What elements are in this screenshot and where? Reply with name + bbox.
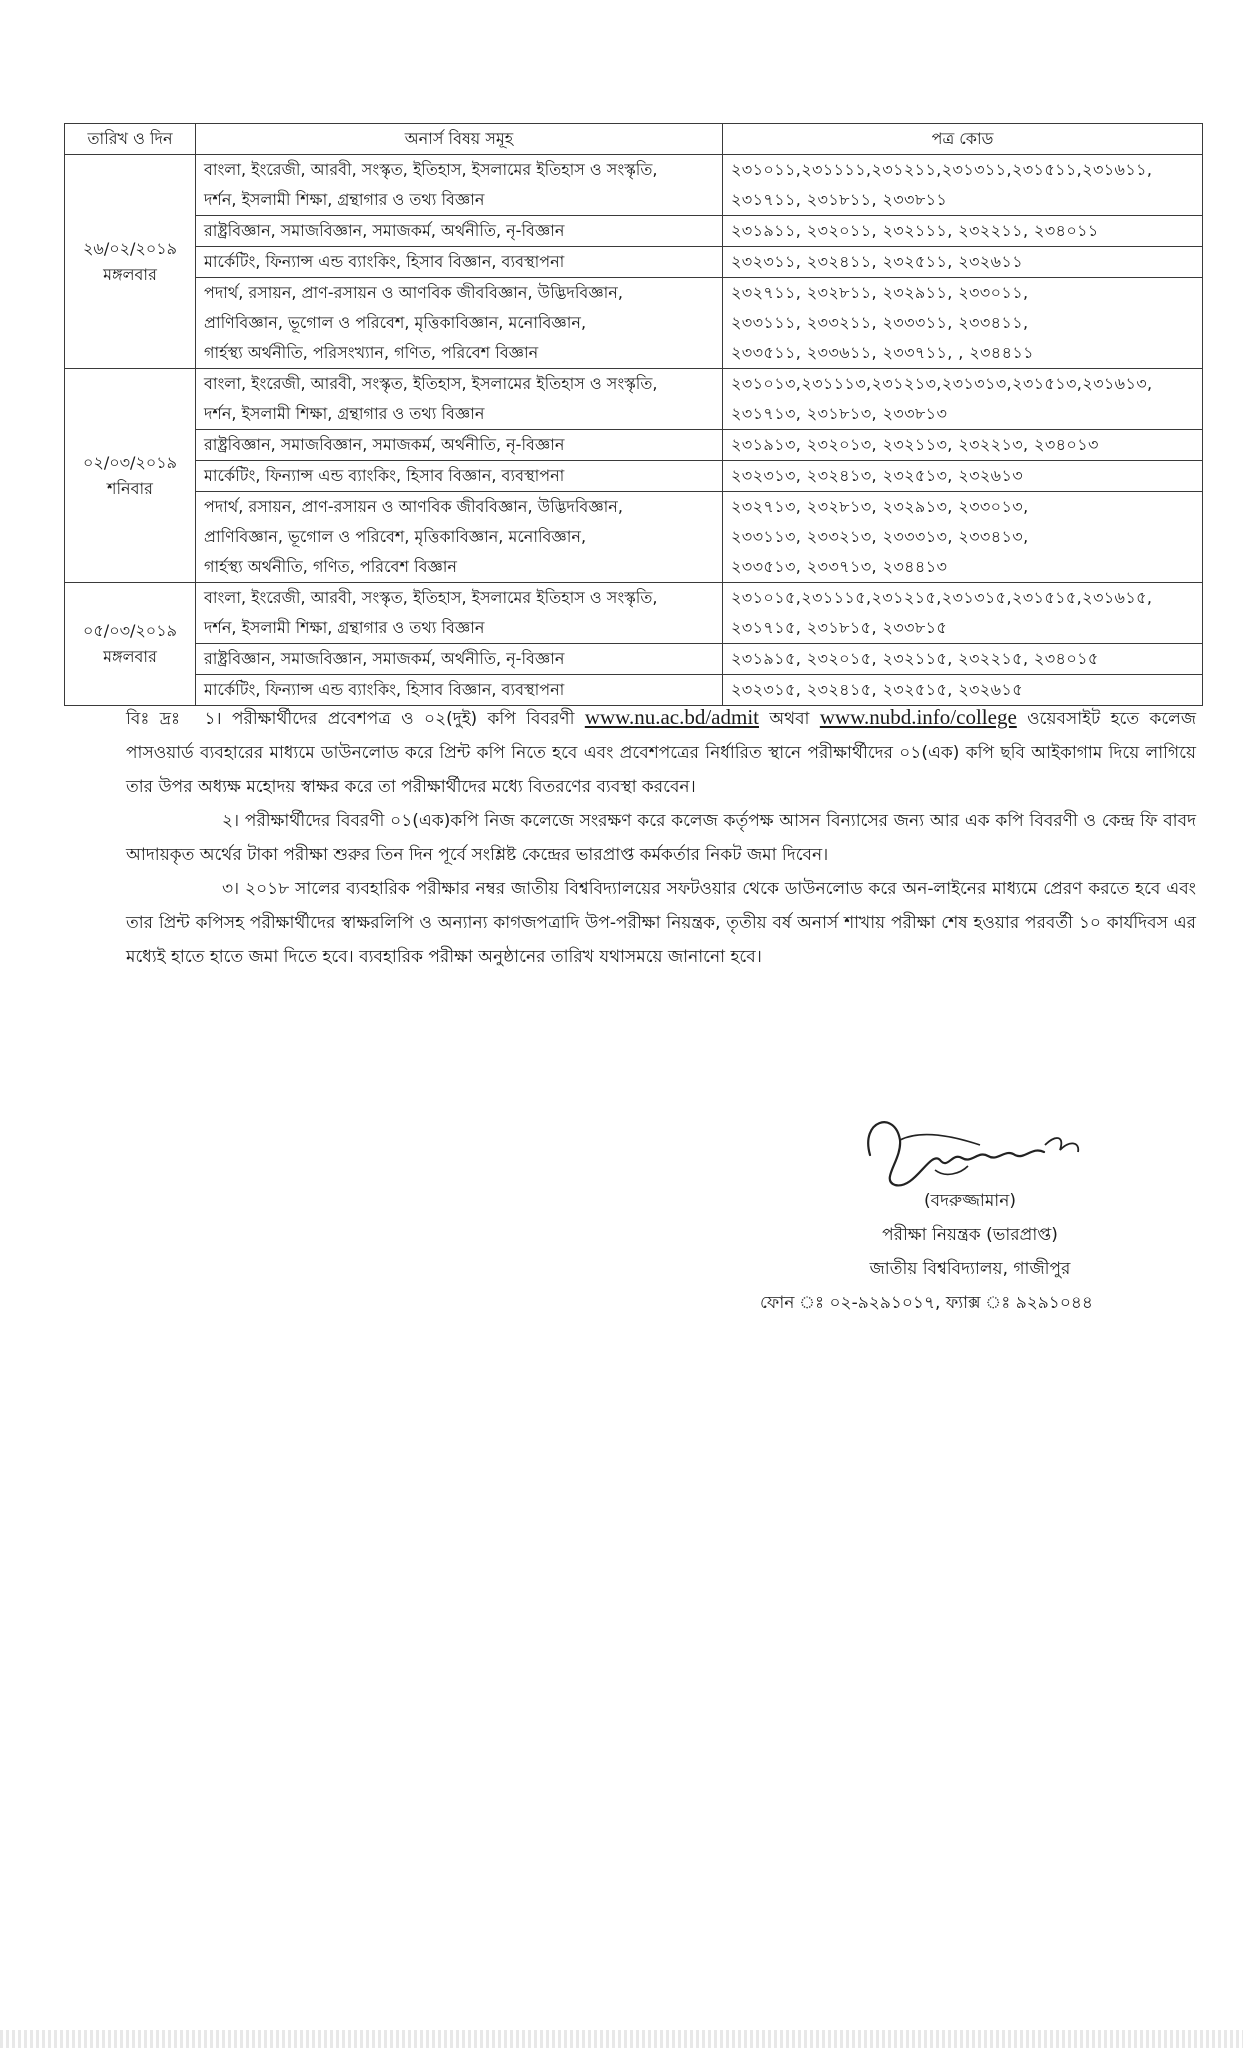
subjects-cell bbox=[196, 492, 723, 583]
date-day-cell bbox=[65, 369, 196, 583]
paper-code-line: ২৩২৩১১, ২৩২৪১১, ২৩২৫১১, ২৩২৬১১ bbox=[731, 252, 1023, 271]
signatory-contact: ফোন ঃ ০২-৯২৯১০১৭, ফ্যাক্স ঃ ৯২৯১০৪৪ bbox=[760, 1293, 1093, 1313]
scan-edge bbox=[0, 2030, 1243, 2048]
table-row bbox=[65, 461, 1203, 492]
exam-day: শনিবার bbox=[107, 478, 153, 498]
header-paper-code: পত্র কোড bbox=[723, 124, 1203, 155]
subject-line: মার্কেটিং, ফিন্যান্স এন্ড ব্যাংকিং, হিসাব বিজ্ঞান, ব্যবস্থাপনা bbox=[204, 680, 565, 699]
date-day-cell bbox=[65, 155, 196, 369]
paper-codes-cell bbox=[723, 644, 1203, 675]
note-2: ২। পরীক্ষার্থীদের বিবরণী ০১(এক)কপি নিজ কলেজে সংরক্ষণ করে কলেজ কর্তৃপক্ষ আসন বিন্যাসের জন্য আর এক কপি বিবরণী ও কেন্দ্র ফি বাবদ আদায়কৃত অর্থের টাকা পরীক্ষা শুরুর তিন দিন পূর্বে সংশ্লিষ্ট কেন্দ্রের ভারপ্রাপ্ত কর্মকর্তার নিকট জমা দিবেন। bbox=[126, 811, 1196, 865]
note-1-text-c: ওয়েবসাইট হতে কলেজ পাসওয়ার্ড ব্যবহারের মাধ্যমে ডাউনলোড করে প্রিন্ট কপি নিতে হবে এবং প্রবেশপত্রের নির্ধারিত স্থানে পরীক্ষার্থীদের ০১(এক) কপি ছবি আইকাগাম দিয়ে লাগিয়ে তার উপর অধ্যক্ষ মহোদয় স্বাক্ষর করে তা পরীক্ষার্থীদের মধ্যে বিতরণের ব্যবস্থা করবেন। bbox=[126, 709, 1197, 797]
paper-code-line: ২৩৩১১১, ২৩৩২১১, ২৩৩৩১১, ২৩৩৪১১, bbox=[731, 313, 1029, 332]
header-subjects: অনার্স বিষয় সমূহ bbox=[196, 124, 723, 155]
subjects-cell bbox=[196, 247, 723, 278]
note-label: বিঃ দ্রঃ bbox=[126, 709, 181, 729]
note-1-number: ১। bbox=[204, 709, 222, 729]
paper-code-line: ২৩১৭১৫, ২৩১৮১৫, ২৩৩৮১৫ bbox=[731, 618, 948, 637]
paper-codes-cell bbox=[723, 369, 1203, 430]
table-row bbox=[65, 278, 1203, 369]
paper-code-line: ২৩২৩১৫, ২৩২৪১৫, ২৩২৫১৫, ২৩২৬১৫ bbox=[731, 680, 1023, 699]
signatory-org: জাতীয় বিশ্ববিদ্যালয়, গাজীপুর bbox=[869, 1259, 1071, 1279]
table-row bbox=[65, 644, 1203, 675]
paper-codes-cell bbox=[723, 430, 1203, 461]
subjects-cell bbox=[196, 461, 723, 492]
table-row bbox=[65, 155, 1203, 216]
subjects-cell bbox=[196, 430, 723, 461]
subject-line: দর্শন, ইসলামী শিক্ষা, গ্রন্থাগার ও তথ্য বিজ্ঞান bbox=[204, 404, 485, 423]
subjects-cell bbox=[196, 155, 723, 216]
subject-line: প্রাণিবিজ্ঞান, ভূগোল ও পরিবেশ, মৃত্তিকাবিজ্ঞান, মনোবিজ্ঞান, bbox=[204, 527, 587, 546]
paper-code-line: ২৩১৯১৩, ২৩২০১৩, ২৩২১১৩, ২৩২২১৩, ২৩৪০১৩ bbox=[731, 435, 1099, 454]
paper-code-line: ২৩১০১৩,২৩১১১৩,২৩১২১৩,২৩১৩১৩,২৩১৫১৩,২৩১৬১৩, bbox=[731, 374, 1153, 393]
subject-line: পদার্থ, রসায়ন, প্রাণ-রসায়ন ও আণবিক জীববিজ্ঞান, উদ্ভিদবিজ্ঞান, bbox=[204, 283, 623, 302]
table-row bbox=[65, 430, 1203, 461]
admit-url-link[interactable]: www.nu.ac.bd/admit bbox=[584, 705, 759, 729]
subject-line: প্রাণিবিজ্ঞান, ভূগোল ও পরিবেশ, মৃত্তিকাবিজ্ঞান, মনোবিজ্ঞান, bbox=[204, 313, 587, 332]
paper-code-line: ২৩১৭১৩, ২৩১৮১৩, ২৩৩৮১৩ bbox=[731, 404, 948, 423]
subject-line: গার্হস্থ্য অর্থনীতি, গণিত, পরিবেশ বিজ্ঞান bbox=[204, 557, 457, 576]
paper-code-line: ২৩২৭১১, ২৩২৮১১, ২৩২৯১১, ২৩৩০১১, bbox=[731, 283, 1029, 302]
paper-codes-cell bbox=[723, 155, 1203, 216]
note-3: ৩। ২০১৮ সালের ব্যবহারিক পরীক্ষার নম্বর জাতীয় বিশ্ববিদ্যালয়ের সফটওয়ার থেকে ডাউনলোড করে অন-লাইনের মাধ্যমে প্রেরণ করতে হবে এবং তার প্রিন্ট কপিসহ পরীক্ষার্থীদের স্বাক্ষরলিপি ও অন্যান্য কাগজপত্রাদি উপ-পরীক্ষা নিয়ন্ত্রক, তৃতীয় বর্ষ অনার্স শাখায় পরীক্ষা শেষ হওয়ার পরবর্তী ১০ কার্যদিবস এর মধ্যেই হাতে হাতে জমা দিতে হবে। ব্যবহারিক পরীক্ষা অনুষ্ঠানের তারিখ যথাসময়ে জানানো হবে। bbox=[126, 879, 1196, 967]
notes-section bbox=[126, 700, 1196, 974]
table-row bbox=[65, 247, 1203, 278]
paper-code-line: ২৩৩১১৩, ২৩৩২১৩, ২৩৩৩১৩, ২৩৩৪১৩, bbox=[731, 527, 1029, 546]
table-row bbox=[65, 369, 1203, 430]
date-day-cell bbox=[65, 583, 196, 706]
exam-schedule-table bbox=[64, 123, 1203, 706]
subject-line: মার্কেটিং, ফিন্যান্স এন্ড ব্যাংকিং, হিসাব বিজ্ঞান, ব্যবস্থাপনা bbox=[204, 466, 565, 485]
note-1-text-b: অথবা bbox=[769, 709, 810, 729]
paper-codes-cell bbox=[723, 583, 1203, 644]
paper-codes-cell bbox=[723, 216, 1203, 247]
exam-date: ২৬/০২/২০১৯ bbox=[83, 238, 177, 258]
table-row bbox=[65, 492, 1203, 583]
subject-line: বাংলা, ইংরেজী, আরবী, সংস্কৃত, ইতিহাস, ইসলামের ইতিহাস ও সংস্কৃতি, bbox=[204, 588, 658, 607]
header-date-day: তারিখ ও দিন bbox=[65, 124, 196, 155]
schedule-body bbox=[65, 155, 1203, 706]
exam-date: ০৫/০৩/২০১৯ bbox=[83, 621, 177, 640]
subject-line: গার্হস্থ্য অর্থনীতি, পরিসংখ্যান, গণিত, পরিবেশ বিজ্ঞান bbox=[204, 343, 539, 362]
subject-line: বাংলা, ইংরেজী, আরবী, সংস্কৃত, ইতিহাস, ইসলামের ইতিহাস ও সংস্কৃতি, bbox=[204, 374, 658, 393]
paper-code-line: ২৩১৭১১, ২৩১৮১১, ২৩৩৮১১ bbox=[731, 190, 948, 209]
exam-date: ০২/০৩/২০১৯ bbox=[83, 452, 177, 472]
subject-line: পদার্থ, রসায়ন, প্রাণ-রসায়ন ও আণবিক জীববিজ্ঞান, উদ্ভিদবিজ্ঞান, bbox=[204, 497, 623, 516]
subject-line: রাষ্ট্রবিজ্ঞান, সমাজবিজ্ঞান, সমাজকর্ম, অর্থনীতি, নৃ-বিজ্ঞান bbox=[204, 649, 565, 668]
exam-day: মঙ্গলবার bbox=[103, 264, 157, 284]
subjects-cell bbox=[196, 583, 723, 644]
subjects-cell bbox=[196, 644, 723, 675]
paper-code-line: ২৩৩৫১৩, ২৩৩৭১৩, ২৩৪৪১৩ bbox=[731, 557, 948, 576]
paper-code-line: ২৩২৩১৩, ২৩২৪১৩, ২৩২৫১৩, ২৩২৬১৩ bbox=[731, 466, 1024, 485]
paper-codes-cell bbox=[723, 461, 1203, 492]
note-1 bbox=[126, 700, 1196, 804]
subject-line: দর্শন, ইসলামী শিক্ষা, গ্রন্থাগার ও তথ্য বিজ্ঞান bbox=[204, 618, 485, 637]
subject-line: বাংলা, ইংরেজী, আরবী, সংস্কৃত, ইতিহাস, ইসলামের ইতিহাস ও সংস্কৃতি, bbox=[204, 160, 658, 179]
subject-line: দর্শন, ইসলামী শিক্ষা, গ্রন্থাগার ও তথ্য বিজ্ঞান bbox=[204, 190, 485, 209]
paper-code-line: ২৩১০১১,২৩১১১১,২৩১২১১,২৩১৩১১,২৩১৫১১,২৩১৬১১, bbox=[731, 160, 1153, 179]
subject-line: মার্কেটিং, ফিন্যান্স এন্ড ব্যাংকিং, হিসাব বিজ্ঞান, ব্যবস্থাপনা bbox=[204, 252, 565, 271]
table-row bbox=[65, 583, 1203, 644]
paper-codes-cell bbox=[723, 278, 1203, 369]
exam-day: মঙ্গলবার bbox=[103, 647, 157, 666]
signatory-title: পরীক্ষা নিয়ন্ত্রক (ভারপ্রাপ্ত) bbox=[882, 1225, 1058, 1245]
subjects-cell bbox=[196, 369, 723, 430]
paper-codes-cell bbox=[723, 492, 1203, 583]
signatory-name: (বদরুজ্জামান) bbox=[924, 1191, 1016, 1211]
signatory-block bbox=[760, 1184, 1150, 1320]
paper-code-line: ২৩১৯১৫, ২৩২০১৫, ২৩২১১৫, ২৩২২১৫, ২৩৪০১৫ bbox=[731, 649, 1099, 668]
paper-code-line: ২৩২৭১৩, ২৩২৮১৩, ২৩২৯১৩, ২৩৩০১৩, bbox=[731, 497, 1029, 516]
paper-codes-cell bbox=[723, 247, 1203, 278]
table-header-row bbox=[65, 124, 1203, 155]
subjects-cell bbox=[196, 278, 723, 369]
college-url-link[interactable]: www.nubd.info/college bbox=[819, 705, 1017, 729]
paper-code-line: ২৩১৯১১, ২৩২০১১, ২৩২১১১, ২৩২২১১, ২৩৪০১১ bbox=[731, 221, 1099, 240]
paper-code-line: ২৩৩৫১১, ২৩৩৬১১, ২৩৩৭১১, , ২৩৪৪১১ bbox=[731, 343, 1034, 362]
note-1-text-a: পরীক্ষার্থীদের প্রবেশপত্র ও ০২(দুই) কপি বিবরণী bbox=[231, 709, 575, 729]
paper-code-line: ২৩১০১৫,২৩১১১৫,২৩১২১৫,২৩১৩১৫,২৩১৫১৫,২৩১৬১৫, bbox=[731, 588, 1153, 607]
subjects-cell bbox=[196, 216, 723, 247]
subject-line: রাষ্ট্রবিজ্ঞান, সমাজবিজ্ঞান, সমাজকর্ম, অর্থনীতি, নৃ-বিজ্ঞান bbox=[204, 221, 565, 240]
table-row bbox=[65, 216, 1203, 247]
subject-line: রাষ্ট্রবিজ্ঞান, সমাজবিজ্ঞান, সমাজকর্ম, অর্থনীতি, নৃ-বিজ্ঞান bbox=[204, 435, 565, 454]
